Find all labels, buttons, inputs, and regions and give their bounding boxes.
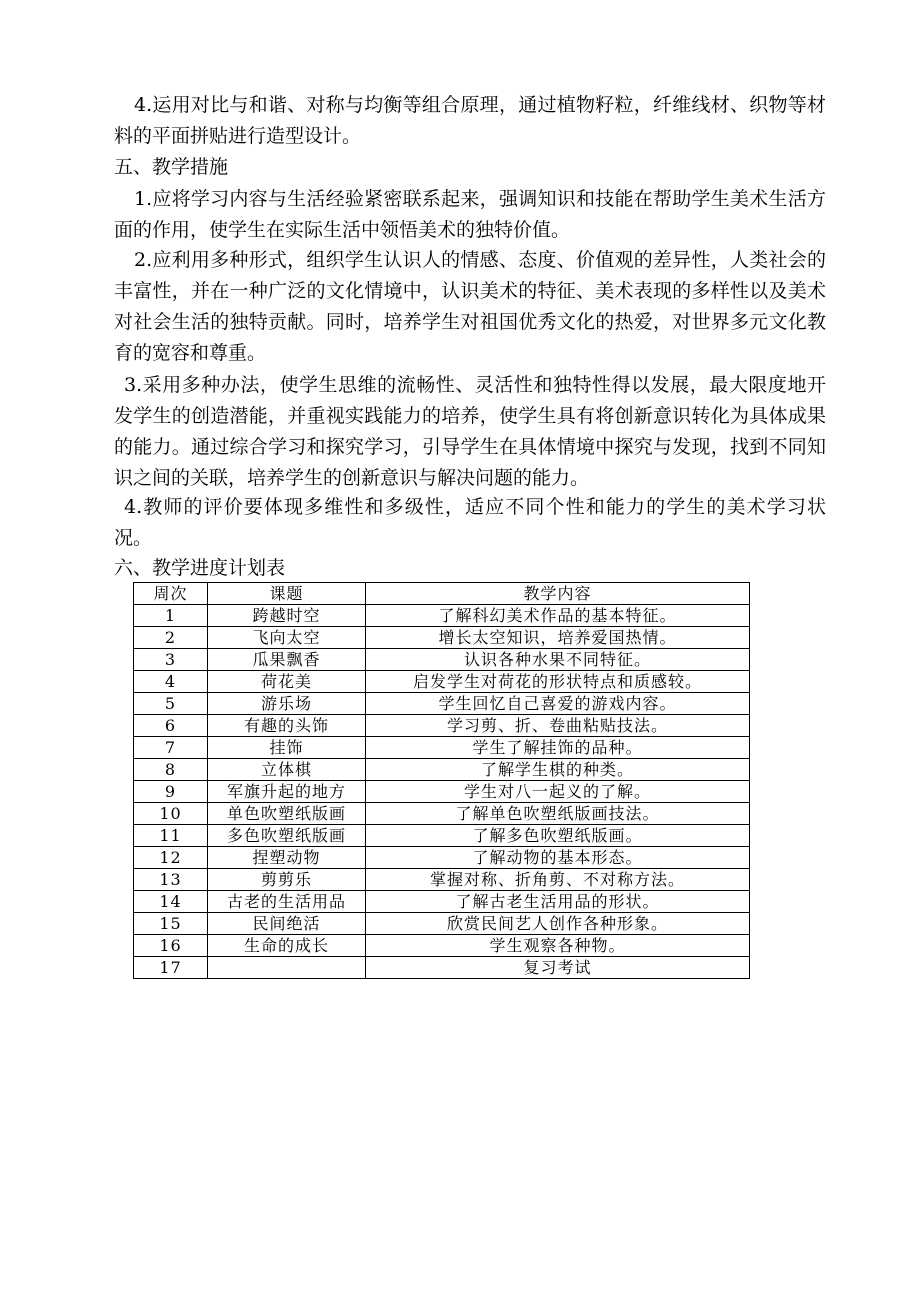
table-header-row [134, 583, 750, 605]
paragraph-composition-design: 4.运用对比与和谐、对称与均衡等组合原理，通过植物籽粒，纤维线材、织物等材料的平面拼贴进行造型设计。 [114, 94, 826, 147]
table-row [134, 869, 750, 891]
cell-topic: 生命的成长 [208, 935, 366, 957]
cell-content: 了解科幻美术作品的基本特征。 [366, 605, 750, 627]
cell-content: 学习剪、折、卷曲粘贴技法。 [366, 715, 750, 737]
cell-content: 了解多色吹塑纸版画。 [366, 825, 750, 847]
cell-content: 学生观察各种物。 [366, 935, 750, 957]
paragraph-measure-3: 3.采用多种办法，使学生思维的流畅性、灵活性和独特性得以发展，最大限度地开发学生的创造潜能，并重视实践能力的培养，使学生具有将创新意识转化为具体成果的能力。通过综合学习和探究学习，引导学生在具体情境中探究与发现，找到不同知识之间的关联，培养学生的创新意识与解决问题的能力。 [114, 374, 826, 489]
cell-content: 复习考试 [366, 957, 750, 979]
table-row [134, 913, 750, 935]
cell-topic: 单色吹塑纸版画 [208, 803, 366, 825]
cell-content: 启发学生对荷花的形状特点和质感较。 [366, 671, 750, 693]
cell-topic: 荷花美 [208, 671, 366, 693]
header-content: 教学内容 [366, 583, 750, 605]
cell-week: 11 [134, 825, 208, 847]
cell-content: 了解单色吹塑纸版画技法。 [366, 803, 750, 825]
cell-content: 学生了解挂饰的品种。 [366, 737, 750, 759]
cell-week: 3 [134, 649, 208, 671]
cell-content: 了解动物的基本形态。 [366, 847, 750, 869]
table-row [134, 737, 750, 759]
cell-topic: 游乐场 [208, 693, 366, 715]
cell-topic: 挂饰 [208, 737, 366, 759]
paragraph-measure-2: 2.应利用多种形式，组织学生认识人的情感、态度、价值观的差异性，人类社会的丰富性，并在一种广泛的文化情境中，认识美术的特征、美术表现的多样性以及美术对社会生活的独特贡献。同时，培养学生对祖国优秀文化的热爱，对世界多元文化教育的宽容和尊重。 [114, 249, 826, 364]
cell-topic: 捏塑动物 [208, 847, 366, 869]
cell-topic: 有趣的头饰 [208, 715, 366, 737]
cell-content: 掌握对称、折角剪、不对称方法。 [366, 869, 750, 891]
table-row [134, 649, 750, 671]
header-topic: 课题 [208, 583, 366, 605]
table-row [134, 803, 750, 825]
cell-content: 学生对八一起义的了解。 [366, 781, 750, 803]
schedule-table [133, 582, 750, 979]
cell-topic: 多色吹塑纸版画 [208, 825, 366, 847]
cell-week: 16 [134, 935, 208, 957]
cell-week: 4 [134, 671, 208, 693]
cell-week: 1 [134, 605, 208, 627]
table-row [134, 671, 750, 693]
cell-topic: 瓜果飘香 [208, 649, 366, 671]
cell-content: 了解学生棋的种类。 [366, 759, 750, 781]
cell-week: 8 [134, 759, 208, 781]
cell-topic: 飞向太空 [208, 627, 366, 649]
cell-topic: 跨越时空 [208, 605, 366, 627]
header-week: 周次 [134, 583, 208, 605]
cell-topic [208, 957, 366, 979]
cell-topic: 古老的生活用品 [208, 891, 366, 913]
cell-week: 7 [134, 737, 208, 759]
table-row [134, 847, 750, 869]
cell-content: 欣赏民间艺人创作各种形象。 [366, 913, 750, 935]
cell-content: 了解古老生活用品的形状。 [366, 891, 750, 913]
cell-content: 学生回忆自己喜爱的游戏内容。 [366, 693, 750, 715]
cell-topic: 民间绝活 [208, 913, 366, 935]
cell-week: 5 [134, 693, 208, 715]
paragraph-measure-4: 4.教师的评价要体现多维性和多级性，适应不同个性和能力的学生的美术学习状况。 [114, 496, 826, 549]
cell-week: 10 [134, 803, 208, 825]
cell-topic: 立体棋 [208, 759, 366, 781]
heading-teaching-measures: 五、教学措施 [114, 156, 229, 178]
table-row [134, 605, 750, 627]
cell-week: 6 [134, 715, 208, 737]
table-row [134, 891, 750, 913]
cell-topic: 军旗升起的地方 [208, 781, 366, 803]
table-body [134, 605, 750, 979]
cell-week: 12 [134, 847, 208, 869]
cell-content: 认识各种水果不同特征。 [366, 649, 750, 671]
table-row [134, 957, 750, 979]
cell-week: 17 [134, 957, 208, 979]
table-row [134, 935, 750, 957]
table-row [134, 627, 750, 649]
cell-topic: 剪剪乐 [208, 869, 366, 891]
cell-week: 2 [134, 627, 208, 649]
table-row [134, 781, 750, 803]
cell-content: 增长太空知识，培养爱国热情。 [366, 627, 750, 649]
heading-schedule: 六、教学进度计划表 [114, 557, 286, 579]
cell-week: 15 [134, 913, 208, 935]
table-row [134, 693, 750, 715]
cell-week: 9 [134, 781, 208, 803]
cell-week: 13 [134, 869, 208, 891]
table-row [134, 715, 750, 737]
paragraph-measure-1: 1.应将学习内容与生活经验紧密联系起来，强调知识和技能在帮助学生美术生活方面的作用，使学生在实际生活中领悟美术的独特价值。 [114, 188, 826, 241]
table-row [134, 825, 750, 847]
cell-week: 14 [134, 891, 208, 913]
table-row [134, 759, 750, 781]
